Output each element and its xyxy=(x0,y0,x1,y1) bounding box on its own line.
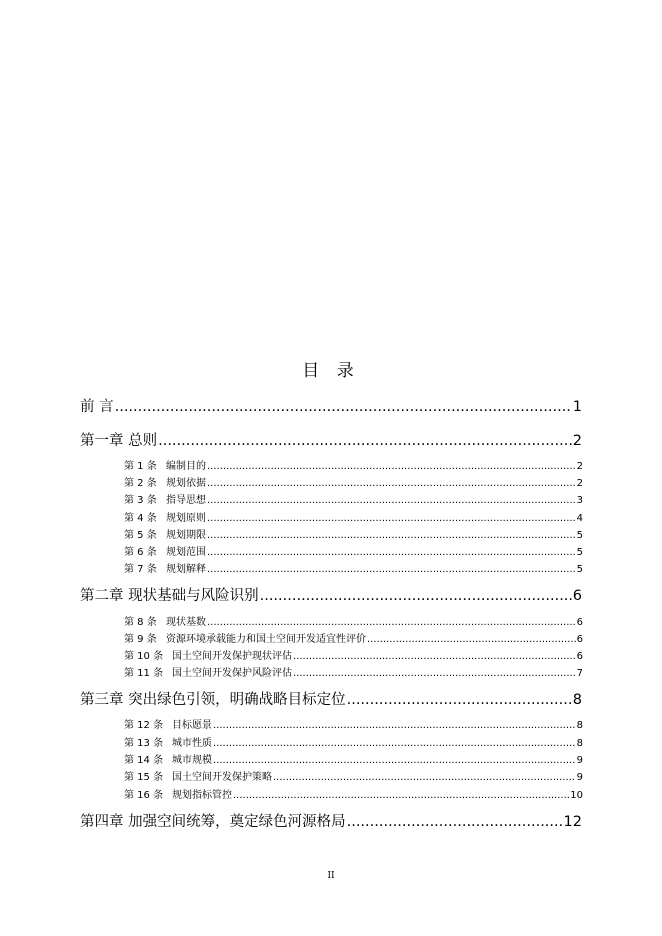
toc-entry-chapter-3[interactable] xyxy=(80,688,582,709)
dot-leader xyxy=(347,693,572,708)
toc-entry-text: 规划原则 xyxy=(166,513,206,524)
toc-entry-text: 规划依据 xyxy=(166,478,206,489)
toc-entry-text: 现状基数 xyxy=(166,617,206,628)
toc-entry-article-11[interactable] xyxy=(124,664,583,679)
toc-entry-page: 8 xyxy=(576,720,583,731)
dot-leader xyxy=(213,721,576,731)
page-number-footer: II xyxy=(327,871,335,881)
toc-entry-text: 规划范围 xyxy=(166,547,206,558)
dot-leader xyxy=(158,434,572,449)
toc-entry-page: 5 xyxy=(576,564,583,575)
toc-entry-number: 第 3 条 xyxy=(124,495,157,506)
toc-entry-text: 第三章 突出绿色引领，明确战略目标定位 xyxy=(80,692,346,708)
toc-entry-article-10[interactable] xyxy=(124,647,583,662)
toc-entry-text: 前 言 xyxy=(80,399,114,415)
toc-entry-number: 第 5 条 xyxy=(124,530,157,541)
toc-entry-number: 第 12 条 xyxy=(124,720,164,731)
toc-entry-page: 6 xyxy=(576,634,583,645)
toc-entry-text: 规划期限 xyxy=(166,530,206,541)
toc-entry-number: 第 10 条 xyxy=(124,651,164,662)
toc-entry-text: 第四章 加强空间统筹，奠定绿色河源格局 xyxy=(80,814,346,830)
dot-leader xyxy=(207,462,576,472)
dot-leader xyxy=(207,496,576,506)
toc-entry-text: 目标愿景 xyxy=(172,720,212,731)
toc-entry-number: 第 8 条 xyxy=(124,617,157,628)
toc-entry-article-5[interactable] xyxy=(124,526,583,541)
toc-entry-preface[interactable] xyxy=(80,395,582,416)
dot-leader xyxy=(207,618,576,628)
dot-leader xyxy=(293,669,576,679)
toc-entry-text: 第一章 总则 xyxy=(80,433,158,449)
toc-entry-page: 3 xyxy=(576,495,583,506)
toc-entry-text: 资源环境承载能力和国土空间开发适宜性评价 xyxy=(166,634,366,645)
toc-entry-text: 城市性质 xyxy=(172,738,212,749)
toc-entry-page: 12 xyxy=(563,814,582,830)
toc-entry-page: 4 xyxy=(576,513,583,524)
toc-entry-page: 6 xyxy=(576,617,583,628)
toc-entry-page: 10 xyxy=(570,790,583,801)
toc-entry-number: 第 1 条 xyxy=(124,461,157,472)
toc-entry-page: 5 xyxy=(576,530,583,541)
toc-entry-article-4[interactable] xyxy=(124,509,583,524)
toc-entry-article-15[interactable] xyxy=(124,768,583,783)
toc-entry-text: 编制目的 xyxy=(166,461,206,472)
toc-entry-article-8[interactable] xyxy=(124,613,583,628)
toc-entry-page: 7 xyxy=(576,668,583,679)
toc-entry-number: 第 14 条 xyxy=(124,755,164,766)
toc-entry-text: 国土空间开发保护现状评估 xyxy=(172,651,292,662)
dot-leader xyxy=(233,791,569,801)
toc-entry-chapter-2[interactable] xyxy=(80,584,582,605)
toc-entry-page: 8 xyxy=(576,738,583,749)
dot-leader xyxy=(207,531,576,541)
toc-entry-number: 第 9 条 xyxy=(124,634,157,645)
toc-entry-article-12[interactable] xyxy=(124,716,583,731)
dot-leader xyxy=(213,739,576,749)
toc-entry-chapter-1[interactable] xyxy=(80,429,582,450)
toc-entry-page: 9 xyxy=(576,772,583,783)
toc-entry-article-1[interactable] xyxy=(124,457,583,472)
toc-entry-number: 第 15 条 xyxy=(124,772,164,783)
toc-entry-page: 2 xyxy=(576,478,583,489)
toc-entry-article-6[interactable] xyxy=(124,543,583,558)
dot-leader xyxy=(260,589,572,604)
toc-entry-chapter-4[interactable] xyxy=(80,810,582,831)
dot-leader xyxy=(207,479,576,489)
toc-entry-number: 第 7 条 xyxy=(124,564,157,575)
dot-leader xyxy=(207,514,576,524)
dot-leader xyxy=(367,635,576,645)
toc-entry-page: 9 xyxy=(576,755,583,766)
toc-entry-number: 第 6 条 xyxy=(124,547,157,558)
toc-entry-number: 第 2 条 xyxy=(124,478,157,489)
toc-entry-article-2[interactable] xyxy=(124,474,583,489)
dot-leader xyxy=(207,565,576,575)
toc-entry-page: 2 xyxy=(572,433,582,449)
toc-title: 目 录 xyxy=(302,361,360,381)
toc-entry-article-14[interactable] xyxy=(124,751,583,766)
toc-entry-text: 国土空间开发保护风险评估 xyxy=(172,668,292,679)
toc-entry-text: 指导思想 xyxy=(166,495,206,506)
toc-entry-text: 规划指标管控 xyxy=(172,790,232,801)
dot-leader xyxy=(347,815,563,830)
dot-leader xyxy=(273,773,576,783)
dot-leader xyxy=(293,652,576,662)
toc-entry-article-13[interactable] xyxy=(124,734,583,749)
dot-leader xyxy=(207,548,576,558)
toc-entry-article-9[interactable] xyxy=(124,630,583,645)
toc-entry-article-3[interactable] xyxy=(124,491,583,506)
toc-entry-page: 6 xyxy=(572,588,582,604)
toc-entry-number: 第 11 条 xyxy=(124,668,164,679)
dot-leader xyxy=(213,756,576,766)
toc-entry-page: 8 xyxy=(572,692,582,708)
toc-entry-article-7[interactable] xyxy=(124,560,583,575)
toc-entry-page: 1 xyxy=(572,399,582,415)
toc-entry-text: 规划解释 xyxy=(166,564,206,575)
toc-entry-number: 第 4 条 xyxy=(124,513,157,524)
toc-entry-page: 5 xyxy=(576,547,583,558)
toc-entry-page: 6 xyxy=(576,651,583,662)
toc-entry-page: 2 xyxy=(576,461,583,472)
toc-entry-text: 城市规模 xyxy=(172,755,212,766)
dot-leader xyxy=(115,400,572,415)
toc-entry-text: 第二章 现状基础与风险识别 xyxy=(80,588,259,604)
toc-entry-text: 国土空间开发保护策略 xyxy=(172,772,272,783)
toc-entry-number: 第 16 条 xyxy=(124,790,164,801)
toc-entry-article-16[interactable] xyxy=(124,786,583,801)
toc-entry-number: 第 13 条 xyxy=(124,738,164,749)
